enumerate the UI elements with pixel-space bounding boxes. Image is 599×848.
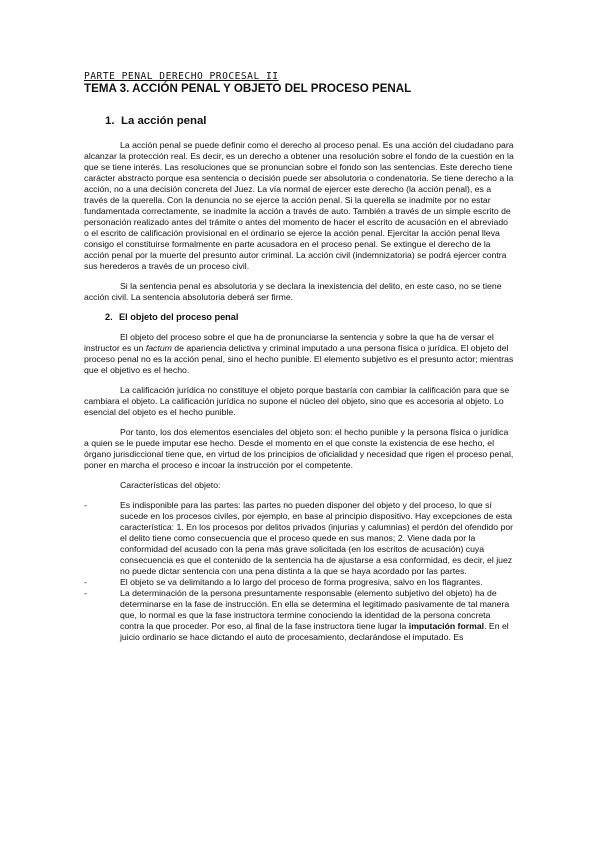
section-2-heading xyxy=(84,312,514,323)
section-2-paragraph-2: La calificación jurídica no constituye el objeto porque bastaría con cambiar la calificación para que se cambiara el objeto. La calificación jurídica no supone el núcleo del objeto, sino que es accesoria al objeto. Lo esencial del objeto es el hecho punible. xyxy=(84,385,510,417)
list-item-text: . En el juicio ordinario se hace dictando el auto de procesamiento, declarándose el imputado. Es xyxy=(120,621,509,642)
course-header: PARTE PENAL DERECHO PROCESAL II xyxy=(84,71,279,82)
section-2-paragraph-3: Por tanto, los dos elementos esenciales del objeto son: el hecho punible y la persona física o jurídica a quien se le puede imputar ese hecho. Desde el momento en el que conste la existencia de ese hecho, el órgano jurisdiccional tiene que, en virtud de los principios de oficialidad y necesidad que rigen el proceso penal, poner en marcha el proceso e incoar la instrucción por el competente. xyxy=(84,427,514,470)
list-dash: - xyxy=(84,588,87,598)
characteristics-list xyxy=(84,500,514,643)
page-title: TEMA 3. ACCIÓN PENAL Y OBJETO DEL PROCESO PENAL xyxy=(84,82,412,95)
paragraph-text: El objeto del proceso sobre el que ha de pronunciarse la sentencia y sobre la que ha de versar el instructor es un xyxy=(84,332,494,353)
section-2-paragraph-1 xyxy=(84,332,514,376)
list-item xyxy=(84,588,514,643)
section-1-paragraph-1: La acción penal se puede definir como el derecho al proceso penal. Es una acción del ciudadano para alcanzar la protección real. Es decir, es un derecho a obtener una resolución sobre el fondo de la cuestión en la que se tiene interés. Las resoluciones que se pronuncian sobre el fondo son las sentencias. Este derecho tiene carácter abstracto porque esa sentencia o decisión puede ser absolutoria o condenatoria. Se tiene derecho a la acción, no a una decisión concreta del Juez. La vía normal de ejercer este derecho (la acción penal), es a través de la querella. Con la denuncia no se ejerce la acción penal. Si la querella se inadmite por no estar fundamentada correctamente, se inadmite la acción a través de auto. También a través de un simple escrito de personación realizado antes del trámite o antes del momento de hacer el escrito de acusación en el abreviado o el escrito de calificación provisional en el ordinario se ejerce la acción penal. Ejercitar la acción penal lleva consigo el constituirse formalmente en parte acusadora en el proceso penal. Se extingue el derecho de la acción penal por la muerte del presunto autor criminal. La acción civil (indemnizatoria) se podrá ejercer contra sus herederos a través de un proceso civil. xyxy=(84,140,514,271)
list-item-text: El objeto se va delimitando a lo largo del proceso de forma progresiva, salvo en los flagrantes. xyxy=(120,577,483,587)
characteristics-intro: Características del objeto: xyxy=(120,480,221,490)
document-body xyxy=(84,71,514,643)
section-2-number: 2. xyxy=(105,312,113,322)
list-item xyxy=(84,500,514,577)
paragraph-text: de apariencia delictiva y criminal imputado a una persona física o jurídica. El objeto del proceso penal no es la acción penal, sino el hecho punible. El elemento subjetivo es el presunto actor; mientras que el objetivo es el hecho. xyxy=(84,343,514,375)
bold-term: imputación formal xyxy=(408,621,485,631)
italic-term: factum xyxy=(145,343,172,353)
section-1-title: La acción penal xyxy=(121,115,207,127)
list-dash: - xyxy=(84,577,87,587)
section-2-title: El objeto del proceso penal xyxy=(119,312,239,322)
section-1-paragraph-2: Si la sentencia penal es absolutoria y se declara la inexistencia del delito, en este caso, no se tiene acción civil. La sentencia absolutoria deberá ser firme. xyxy=(84,281,502,302)
list-item xyxy=(84,577,514,588)
list-item-text: La determinación de la persona presuntamente responsable (elemento subjetivo del objeto) ha de determinarse en la fase de instrucción. En ella se determina el legitimado pasivamente de tal manera que, lo normal es que la fase instructora termine conociendo la identidad de la persona concreta contra la que proceder. Por eso, al final de la fase instructora tiene lugar la xyxy=(120,588,510,631)
list-dash: - xyxy=(84,500,87,510)
section-1-number: 1. xyxy=(105,115,115,127)
list-item-text: Es indisponible para las partes: las partes no pueden disponer del objeto y del proceso, lo que sí sucede en los procesos civiles, por ejemplo, en base al principio dispositivo. Hay excepciones de esta característica: 1. En los procesos por delitos privados (injurias y calumnias) el perdón del ofendido por el delito tiene como consecuencia que el proceso quede en sus manos; 2. Viene dada por la conformidad del acusado con la pena más grave solicitada (en los escritos de acusación) cuya consecuencia es que el contenido de la sentencia ha de ajustarse a esa conformidad, es decir, el juez no puede dictar sentencia con una pena distinta a la que se haya acordado por las partes. xyxy=(120,500,514,576)
section-1-heading xyxy=(84,115,514,128)
